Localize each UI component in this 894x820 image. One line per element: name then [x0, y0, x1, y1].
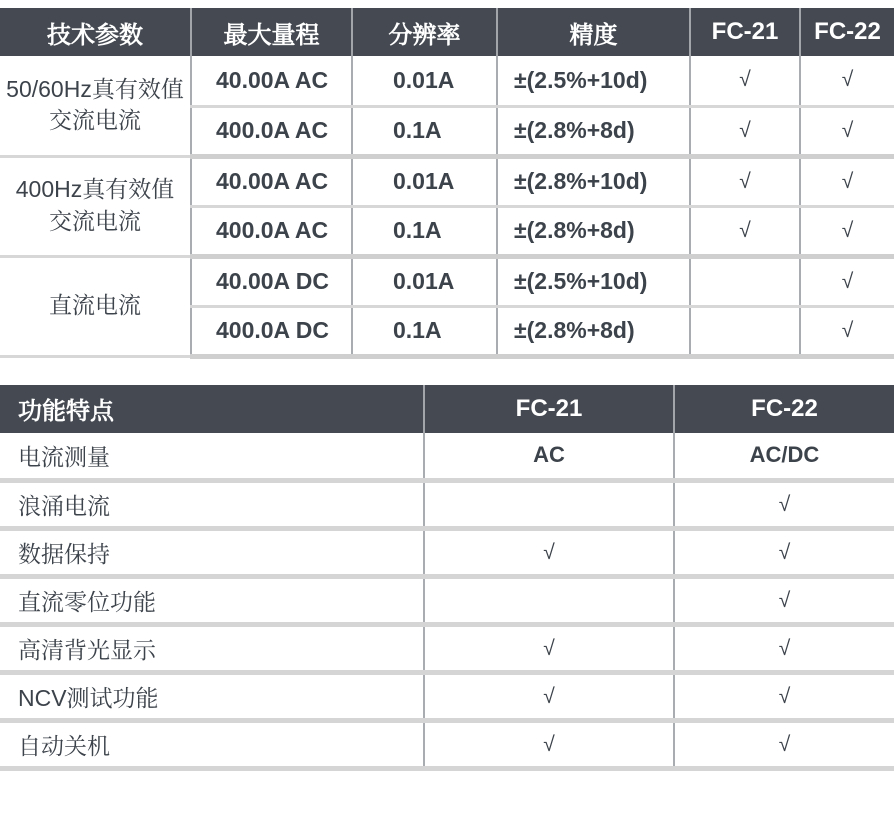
- fc21-check-cell: √: [424, 673, 674, 721]
- tech-specs-header-row: [0, 8, 894, 56]
- accuracy-cell: ±(2.8%+8d): [497, 206, 690, 256]
- features-table: [0, 385, 894, 772]
- header-fc22: FC-22: [674, 385, 894, 433]
- header-resolution: 分辨率: [352, 8, 497, 56]
- fc22-check-cell: √: [674, 529, 894, 577]
- fc22-check-cell: √: [674, 673, 894, 721]
- feature-label-cell: 数据保持: [0, 529, 424, 577]
- feature-label-cell: 自动关机: [0, 721, 424, 769]
- group-label-cell: 50/60Hz真有效值交流电流: [0, 56, 191, 156]
- fc21-check-cell: √: [424, 529, 674, 577]
- table-row: [0, 156, 894, 206]
- resolution-cell: 0.1A: [352, 106, 497, 156]
- resolution-cell: 0.01A: [352, 156, 497, 206]
- fc21-check-cell: √: [690, 106, 800, 156]
- header-features: 功能特点: [0, 385, 424, 433]
- resolution-cell: 0.01A: [352, 56, 497, 106]
- fc21-check-cell: √: [690, 56, 800, 106]
- group-label-cell: 400Hz真有效值交流电流: [0, 156, 191, 256]
- header-accuracy: 精度: [497, 8, 690, 56]
- accuracy-cell: ±(2.5%+10d): [497, 56, 690, 106]
- fc21-check-cell: √: [424, 721, 674, 769]
- features-header-row: [0, 385, 894, 433]
- fc22-value-cell: AC/DC: [674, 433, 894, 481]
- fc21-value-cell: AC: [424, 433, 674, 481]
- table-row: [0, 56, 894, 106]
- tech-specs-table: [0, 8, 894, 359]
- range-cell: 40.00A AC: [191, 56, 352, 106]
- fc21-check-cell: √: [424, 625, 674, 673]
- feature-row: [0, 721, 894, 769]
- resolution-cell: 0.1A: [352, 306, 497, 356]
- feature-label-cell: NCV测试功能: [0, 673, 424, 721]
- fc21-check-cell: [690, 256, 800, 306]
- header-tech-param: 技术参数: [0, 8, 191, 56]
- fc22-check-cell: √: [800, 206, 894, 256]
- fc21-check-cell: [424, 577, 674, 625]
- table-row: [0, 256, 894, 306]
- feature-row: [0, 673, 894, 721]
- feature-row: [0, 577, 894, 625]
- range-cell: 400.0A AC: [191, 206, 352, 256]
- fc22-check-cell: √: [674, 577, 894, 625]
- fc22-check-cell: √: [800, 106, 894, 156]
- range-cell: 400.0A DC: [191, 306, 352, 356]
- header-fc21: FC-21: [424, 385, 674, 433]
- fc21-check-cell: √: [690, 156, 800, 206]
- accuracy-cell: ±(2.8%+8d): [497, 306, 690, 356]
- resolution-cell: 0.01A: [352, 256, 497, 306]
- feature-label-cell: 浪涌电流: [0, 481, 424, 529]
- fc22-check-cell: √: [674, 481, 894, 529]
- accuracy-cell: ±(2.5%+10d): [497, 256, 690, 306]
- range-cell: 40.00A DC: [191, 256, 352, 306]
- accuracy-cell: ±(2.8%+10d): [497, 156, 690, 206]
- feature-label-cell: 高清背光显示: [0, 625, 424, 673]
- fc21-check-cell: [690, 306, 800, 356]
- resolution-cell: 0.1A: [352, 206, 497, 256]
- fc22-check-cell: √: [800, 256, 894, 306]
- fc21-check-cell: √: [690, 206, 800, 256]
- fc21-check-cell: [424, 481, 674, 529]
- header-fc22: FC-22: [800, 8, 894, 56]
- header-max-range: 最大量程: [191, 8, 352, 56]
- feature-row: [0, 625, 894, 673]
- header-fc21: FC-21: [690, 8, 800, 56]
- accuracy-cell: ±(2.8%+8d): [497, 106, 690, 156]
- fc22-check-cell: √: [800, 56, 894, 106]
- range-cell: 40.00A AC: [191, 156, 352, 206]
- fc22-check-cell: √: [800, 306, 894, 356]
- feature-row: [0, 529, 894, 577]
- fc22-check-cell: √: [800, 156, 894, 206]
- fc22-check-cell: √: [674, 625, 894, 673]
- feature-row: [0, 481, 894, 529]
- feature-row: [0, 433, 894, 481]
- feature-label-cell: 电流测量: [0, 433, 424, 481]
- group-label-cell: 直流电流: [0, 256, 191, 356]
- range-cell: 400.0A AC: [191, 106, 352, 156]
- feature-label-cell: 直流零位功能: [0, 577, 424, 625]
- fc22-check-cell: √: [674, 721, 894, 769]
